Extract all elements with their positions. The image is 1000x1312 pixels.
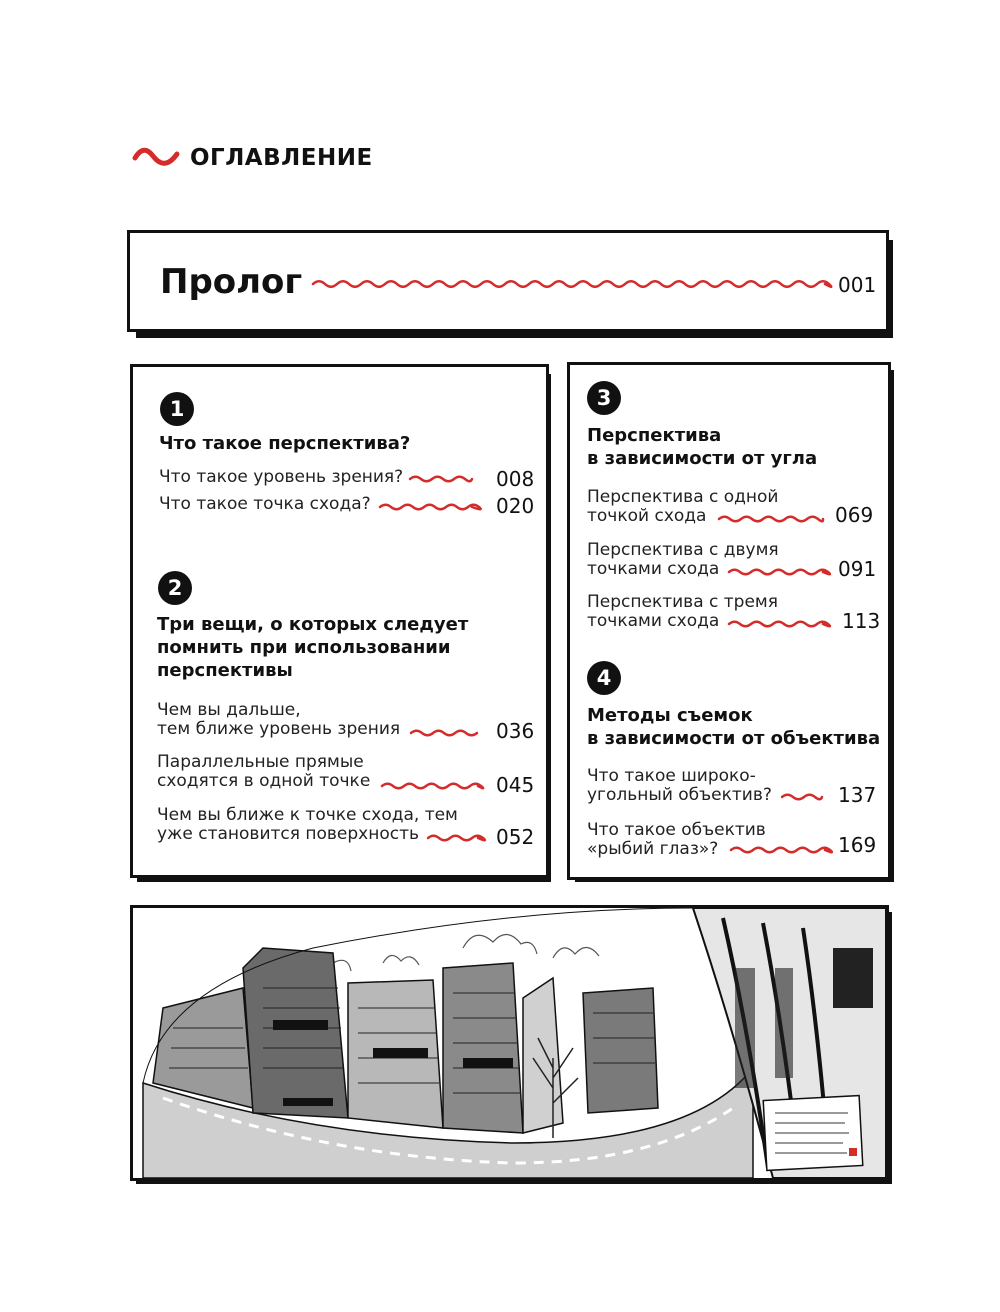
section-4-item-1-page: 137 <box>838 783 877 807</box>
section-2-item-3-line-1[interactable]: Чем вы ближе к точке схода, тем <box>157 805 458 825</box>
section-2-item-1-line-2[interactable]: тем ближе уровень зрения <box>157 719 401 739</box>
section-3-title-line-2[interactable]: в зависимости от угла <box>587 448 818 469</box>
section-1-item-1-leader-wave <box>410 473 472 485</box>
section-3-number: 3 <box>587 381 621 415</box>
section-1-item-2[interactable]: Что такое точка схода? <box>159 494 371 514</box>
section-2-item-1-page: 036 <box>496 719 535 743</box>
section-2-item-2-line-2[interactable]: сходятся в одной точке <box>157 771 371 791</box>
section-4-item-1-leader-wave <box>782 791 822 803</box>
section-4-item-2-line-1[interactable]: Что такое объектив <box>587 820 766 840</box>
section-4-item-1-line-1[interactable]: Что такое широко- <box>587 766 756 786</box>
section-2-number: 2 <box>158 571 192 605</box>
section-2-item-1-leader-wave <box>411 727 477 739</box>
section-4-title-line-2[interactable]: в зависимости от объектива <box>587 728 881 749</box>
section-3-item-3-line-2[interactable]: точками схода <box>587 611 720 631</box>
section-4-item-1-line-2[interactable]: угольный объектив? <box>587 785 772 805</box>
section-4-item-2-leader-wave <box>731 844 825 856</box>
section-2-title-line-2[interactable]: помнить при использовании <box>157 637 451 658</box>
fisheye-street-sketch-icon <box>133 908 886 1178</box>
section-2-item-1-line-1[interactable]: Чем вы дальше, <box>157 700 301 720</box>
section-2-title-line-3[interactable]: перспективы <box>157 660 293 681</box>
section-3-item-3-line-1[interactable]: Перспектива с тремя <box>587 592 778 612</box>
section-2-item-3-line-2[interactable]: уже становится поверхность <box>157 824 419 844</box>
section-3-item-2-line-2[interactable]: точками схода <box>587 559 720 579</box>
prologue-leader-wave <box>313 277 825 291</box>
section-4-number: 4 <box>587 661 621 695</box>
section-2-title-line-1[interactable]: Три вещи, о которых следует <box>157 614 469 635</box>
section-3-item-3-leader-wave <box>729 618 823 630</box>
section-1-item-1[interactable]: Что такое уровень зрения? <box>159 467 404 487</box>
section-3-item-1-page: 069 <box>835 503 874 527</box>
section-2-item-3-leader-wave <box>428 832 478 844</box>
section-4-item-2-line-2[interactable]: «рыбий глаз»? <box>587 839 719 859</box>
section-4-title-line-1[interactable]: Методы съемок <box>587 705 753 726</box>
section-3-item-2-page: 091 <box>838 557 877 581</box>
section-1-title[interactable]: Что такое перспектива? <box>159 433 411 454</box>
prologue-label[interactable]: Пролог <box>160 262 303 302</box>
section-1-number: 1 <box>160 392 194 426</box>
section-2-item-3-page: 052 <box>496 825 535 849</box>
section-1-item-2-page: 020 <box>496 494 535 518</box>
header-squiggle-icon <box>133 148 179 168</box>
prologue-page-number: 001 <box>838 273 877 297</box>
section-3-item-1-leader-wave <box>719 513 823 525</box>
section-3-item-2-line-1[interactable]: Перспектива с двумя <box>587 540 779 560</box>
fisheye-street-illustration <box>130 905 889 1181</box>
section-3-item-3-page: 113 <box>842 609 881 633</box>
section-1-item-2-leader-wave <box>380 501 472 513</box>
section-4-item-2-page: 169 <box>838 833 877 857</box>
section-3-item-2-leader-wave <box>729 566 823 578</box>
section-3-item-1-line-2[interactable]: точкой схода <box>587 506 707 526</box>
section-3-title-line-1[interactable]: Перспектива <box>587 425 722 446</box>
section-2-item-2-line-1[interactable]: Параллельные прямые <box>157 752 364 772</box>
section-1-item-1-page: 008 <box>496 467 535 491</box>
section-3-item-1-line-1[interactable]: Перспектива с одной <box>587 487 779 507</box>
section-2-item-2-page: 045 <box>496 773 535 797</box>
page-title: ОГЛАВЛЕНИЕ <box>190 145 373 171</box>
section-2-item-2-leader-wave <box>382 780 478 792</box>
